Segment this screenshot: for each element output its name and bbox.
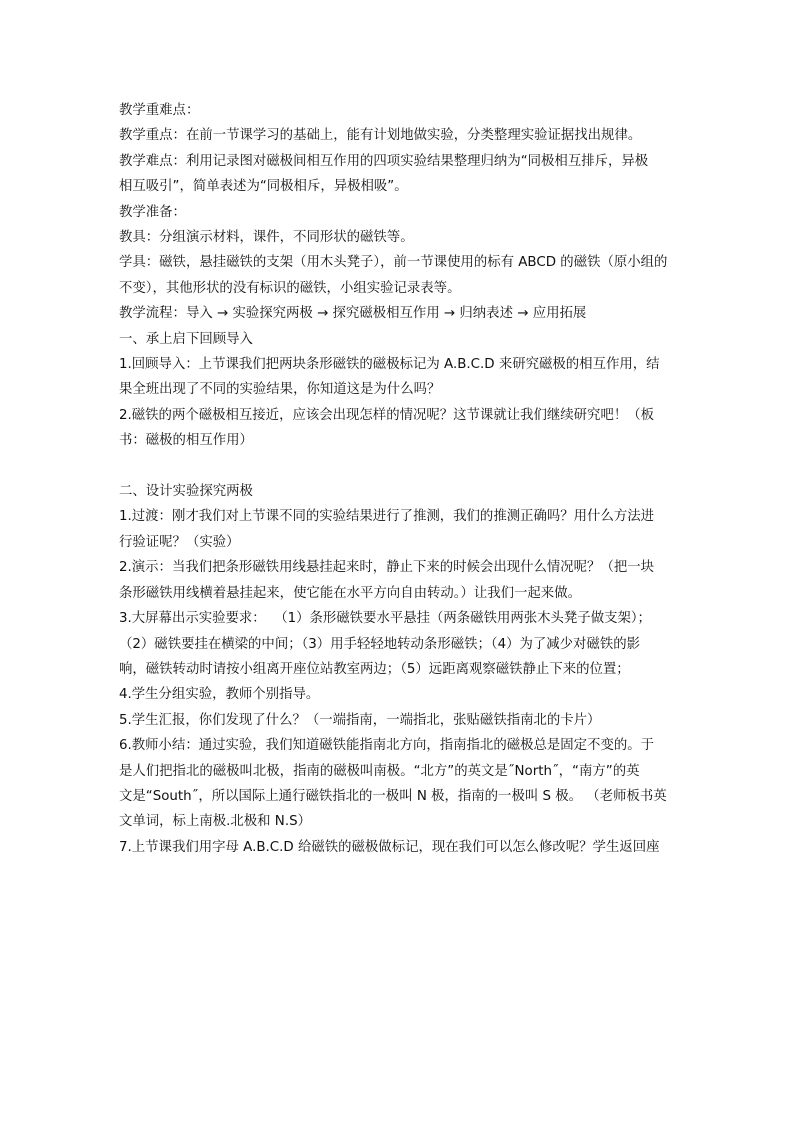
text-line: 书：磁极的相互作用）: [119, 433, 253, 449]
text-line: 教学重点：在前一节课学习的基础上，能有计划地做实验，分类整理实验证据找出规律。: [119, 128, 642, 144]
text-line: 2.演示：当我们把条形磁铁用线悬挂起来时，静止下来的时候会出现什么情况呢？（把一块: [119, 560, 655, 576]
text-line: 3.大屏幕出示实验要求： （1）条形磁铁要水平悬挂（两条磁铁用两张木头凳子做支架）；: [119, 611, 651, 627]
text-line: 1.回顾导入：上节课我们把两块条形磁铁的磁极标记为 A.B.C.D 来研究磁极的相互作用，结: [119, 357, 660, 373]
heading-preparation: 教学准备：: [119, 204, 186, 220]
text-line: 1.过渡：刚才我们对上节课不同的实验结果进行了推测，我们的推测正确吗？用什么方法进: [119, 509, 655, 525]
text-line: 学具：磁铁，悬挂磁铁的支架（用木头凳子），前一节课使用的标有 ABCD 的磁铁（原小组的: [119, 255, 668, 271]
text-line: （2）磁铁要挂在横梁的中间；（3）用手轻轻地转动条形磁铁；（4）为了减少对磁铁的影: [119, 636, 640, 652]
teaching-flow: 教学流程：导入 → 实验探究两极 → 探究磁极相互作用 → 归纳表述 → 应用拓展: [119, 306, 587, 322]
text-line: 响，磁铁转动时请按小组离开座位站教室两边；（5）远距离观察磁铁静止下来的位置；: [119, 661, 630, 677]
text-line: 是人们把指北的磁极叫北极，指南的磁极叫南极。“北方”的英文是˝North˝，“南方”的英: [119, 763, 640, 779]
text-line: 2.磁铁的两个磁极相互接近，应该会出现怎样的情况呢？这节课就让我们继续研究吧！（板: [119, 407, 655, 423]
text-line: 文是“South˝，所以国际上通行磁铁指北的一极叫 N 极，指南的一极叫 S 极。 （老师板书英: [119, 788, 667, 804]
text-line: 5.学生汇报，你们发现了什么？（一端指南，一端指北，张贴磁铁指南北的卡片）: [119, 712, 601, 728]
text-line: 教具：分组演示材料，课件，不同形状的磁铁等。: [119, 230, 414, 246]
text-line: 相互吸引”，简单表述为“同极相斥，异极相吸”。: [119, 179, 408, 195]
text-line: 行验证呢？（实验）: [119, 534, 240, 550]
section-heading-1: 一、承上启下回顾导入: [119, 331, 253, 347]
document-page: [119, 98, 677, 860]
text-line: 条形磁铁用线横着悬挂起来，使它能在水平方向自由转动。）让我们一起来做。: [119, 585, 581, 601]
heading-key-points: 教学重难点：: [119, 103, 200, 118]
text-line: 教学难点：利用记录图对磁极间相互作用的四项实验结果整理归纳为“同极相互排斥，异极: [119, 153, 649, 169]
text-line: 果全班出现了不同的实验结果，你知道这是为什么吗？: [119, 382, 441, 398]
text-line: 7.上节课我们用字母 A.B.C.D 给磁铁的磁极做标记，现在我们可以怎么修改呢？学生返回座: [119, 839, 660, 855]
text-line: 文单词，标上南极.北极和 N.S）: [119, 814, 311, 830]
section-heading-2: 二、设计实验探究两极: [119, 484, 253, 500]
text-line: 6.教师小结：通过实验，我们知道磁铁能指南北方向，指南指北的磁极总是固定不变的。于: [119, 738, 655, 754]
blank-line: [119, 454, 677, 479]
text-line: 不变），其他形状的没有标识的磁铁，小组实验记录表等。: [119, 280, 461, 296]
text-line: 4.学生分组实验，教师个别指导。: [119, 687, 320, 703]
